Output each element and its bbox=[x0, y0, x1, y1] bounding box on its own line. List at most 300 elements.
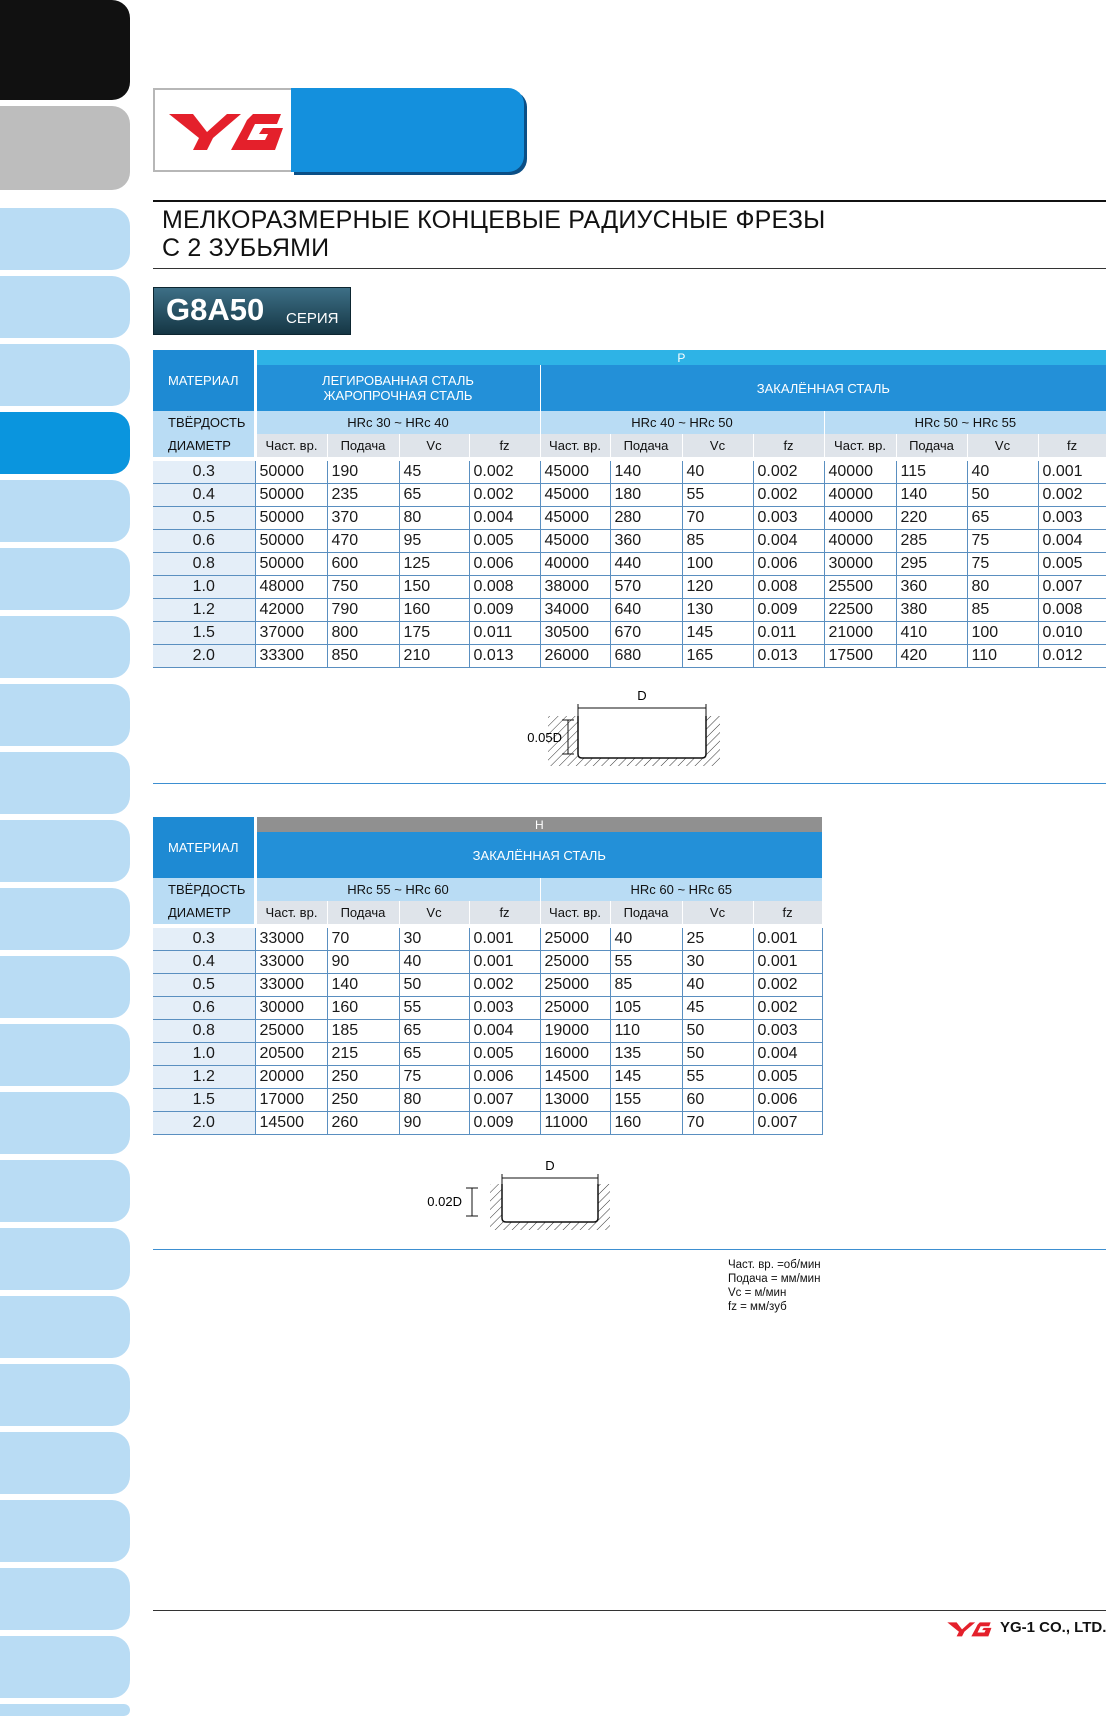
value-cell: 48000 bbox=[255, 576, 327, 599]
value-cell: 0.003 bbox=[1038, 507, 1106, 530]
value-cell: 14500 bbox=[255, 1112, 327, 1135]
side-tab bbox=[0, 208, 130, 270]
value-cell: 50000 bbox=[255, 484, 327, 507]
value-cell: 55 bbox=[610, 951, 682, 974]
value-cell: 65 bbox=[399, 1043, 469, 1066]
value-cell: 25000 bbox=[540, 997, 610, 1020]
value-cell: 285 bbox=[896, 530, 967, 553]
value-cell: 600 bbox=[327, 553, 399, 576]
value-cell: 215 bbox=[327, 1043, 399, 1066]
value-cell: 22500 bbox=[824, 599, 896, 622]
value-cell: 0.007 bbox=[1038, 576, 1106, 599]
value-cell: 20500 bbox=[255, 1043, 327, 1066]
value-cell: 16000 bbox=[540, 1043, 610, 1066]
groove-diagram-p bbox=[520, 686, 720, 766]
table-row bbox=[153, 1066, 822, 1089]
column-header-rpm: Част. вр. bbox=[824, 434, 896, 457]
side-tab bbox=[0, 820, 130, 882]
diameter-cell: 0.4 bbox=[153, 484, 255, 507]
value-cell: 90 bbox=[327, 951, 399, 974]
material-group-hardened: ЗАКАЛЁННАЯ СТАЛЬ bbox=[255, 832, 822, 878]
value-cell: 0.008 bbox=[469, 576, 540, 599]
value-cell: 190 bbox=[327, 461, 399, 484]
value-cell: 95 bbox=[399, 530, 469, 553]
value-cell: 0.004 bbox=[753, 1043, 822, 1066]
table-row bbox=[153, 530, 1106, 553]
side-tab bbox=[0, 548, 130, 610]
value-cell: 50000 bbox=[255, 461, 327, 484]
value-cell: 440 bbox=[610, 553, 682, 576]
value-cell: 295 bbox=[896, 553, 967, 576]
value-cell: 70 bbox=[682, 507, 753, 530]
hardness-range: HRc 60 ~ HRc 65 bbox=[540, 878, 822, 901]
value-cell: 50000 bbox=[255, 507, 327, 530]
side-tab bbox=[0, 1432, 130, 1494]
value-cell: 250 bbox=[327, 1089, 399, 1112]
value-cell: 670 bbox=[610, 622, 682, 645]
diagram-depth-label: 0.02D bbox=[427, 1194, 462, 1209]
value-cell: 420 bbox=[896, 645, 967, 668]
series-code: G8A50 bbox=[166, 292, 265, 327]
value-cell: 25500 bbox=[824, 576, 896, 599]
table-row bbox=[153, 553, 1106, 576]
diameter-cell: 1.5 bbox=[153, 1089, 255, 1112]
logo-box bbox=[153, 88, 293, 172]
column-header-fz: fz bbox=[469, 434, 540, 457]
value-cell: 850 bbox=[327, 645, 399, 668]
column-header-feed: Подача bbox=[610, 901, 682, 924]
column-header-fz: fz bbox=[753, 434, 824, 457]
value-cell: 65 bbox=[399, 484, 469, 507]
value-cell: 17000 bbox=[255, 1089, 327, 1112]
value-cell: 85 bbox=[610, 974, 682, 997]
side-tab bbox=[0, 344, 130, 406]
value-cell: 30500 bbox=[540, 622, 610, 645]
value-cell: 40000 bbox=[824, 507, 896, 530]
table-row bbox=[153, 951, 822, 974]
value-cell: 45 bbox=[399, 461, 469, 484]
footer-rule bbox=[153, 1610, 1106, 1611]
value-cell: 0.001 bbox=[469, 951, 540, 974]
table-p-body bbox=[153, 461, 1106, 668]
material-code-h: H bbox=[255, 817, 822, 832]
value-cell: 33000 bbox=[255, 951, 327, 974]
value-cell: 160 bbox=[399, 599, 469, 622]
value-cell: 45000 bbox=[540, 530, 610, 553]
diameter-cell: 1.2 bbox=[153, 599, 255, 622]
value-cell: 0.006 bbox=[469, 1066, 540, 1089]
value-cell: 0.005 bbox=[469, 1043, 540, 1066]
value-cell: 360 bbox=[896, 576, 967, 599]
table-row bbox=[153, 622, 1106, 645]
diameter-cell: 1.5 bbox=[153, 622, 255, 645]
value-cell: 0.011 bbox=[753, 622, 824, 645]
table-row bbox=[153, 461, 1106, 484]
value-cell: 410 bbox=[896, 622, 967, 645]
value-cell: 125 bbox=[399, 553, 469, 576]
value-cell: 75 bbox=[399, 1066, 469, 1089]
value-cell: 25000 bbox=[255, 1020, 327, 1043]
table-row bbox=[153, 484, 1106, 507]
column-header-vc: Vc bbox=[399, 434, 469, 457]
value-cell: 0.005 bbox=[1038, 553, 1106, 576]
value-cell: 40 bbox=[610, 928, 682, 951]
value-cell: 140 bbox=[610, 461, 682, 484]
section-divider bbox=[153, 783, 1106, 784]
hardness-label: ТВЁРДОСТЬ bbox=[153, 878, 255, 901]
value-cell: 0.006 bbox=[753, 553, 824, 576]
value-cell: 40 bbox=[399, 951, 469, 974]
value-cell: 160 bbox=[327, 997, 399, 1020]
value-cell: 33000 bbox=[255, 974, 327, 997]
value-cell: 145 bbox=[610, 1066, 682, 1089]
value-cell: 0.005 bbox=[469, 530, 540, 553]
value-cell: 14500 bbox=[540, 1066, 610, 1089]
value-cell: 0.002 bbox=[753, 997, 822, 1020]
side-tab bbox=[0, 1704, 130, 1716]
value-cell: 37000 bbox=[255, 622, 327, 645]
table-row bbox=[153, 507, 1106, 530]
value-cell: 0.004 bbox=[469, 507, 540, 530]
value-cell: 25 bbox=[682, 928, 753, 951]
value-cell: 0.001 bbox=[469, 928, 540, 951]
value-cell: 17500 bbox=[824, 645, 896, 668]
table-row bbox=[153, 576, 1106, 599]
value-cell: 45000 bbox=[540, 461, 610, 484]
value-cell: 470 bbox=[327, 530, 399, 553]
diameter-cell: 2.0 bbox=[153, 645, 255, 668]
diagram-width-label: D bbox=[545, 1160, 555, 1173]
footer-yg-logo bbox=[945, 1619, 993, 1639]
value-cell: 0.005 bbox=[753, 1066, 822, 1089]
value-cell: 25000 bbox=[540, 928, 610, 951]
diameter-cell: 0.3 bbox=[153, 928, 255, 951]
value-cell: 75 bbox=[967, 530, 1038, 553]
diameter-cell: 1.0 bbox=[153, 1043, 255, 1066]
value-cell: 280 bbox=[610, 507, 682, 530]
side-tab bbox=[0, 684, 130, 746]
table-row bbox=[153, 928, 822, 951]
diameter-label: ДИАМЕТР bbox=[153, 901, 255, 924]
value-cell: 45000 bbox=[540, 507, 610, 530]
table-h-body bbox=[153, 928, 822, 1135]
side-tab-active bbox=[0, 412, 130, 474]
column-header-rpm: Част. вр. bbox=[255, 901, 327, 924]
table-row bbox=[153, 974, 822, 997]
hardness-label: ТВЁРДОСТЬ bbox=[153, 411, 255, 434]
value-cell: 50 bbox=[682, 1020, 753, 1043]
value-cell: 0.013 bbox=[469, 645, 540, 668]
diagram-width-label: D bbox=[637, 688, 647, 703]
value-cell: 640 bbox=[610, 599, 682, 622]
value-cell: 0.002 bbox=[753, 461, 824, 484]
value-cell: 75 bbox=[967, 553, 1038, 576]
value-cell: 140 bbox=[896, 484, 967, 507]
value-cell: 25000 bbox=[540, 974, 610, 997]
table-row bbox=[153, 599, 1106, 622]
value-cell: 0.009 bbox=[753, 599, 824, 622]
value-cell: 0.008 bbox=[753, 576, 824, 599]
side-tab bbox=[0, 616, 130, 678]
value-cell: 100 bbox=[967, 622, 1038, 645]
value-cell: 30 bbox=[682, 951, 753, 974]
side-tab bbox=[0, 1024, 130, 1086]
value-cell: 140 bbox=[327, 974, 399, 997]
diameter-cell: 0.8 bbox=[153, 553, 255, 576]
table-row bbox=[153, 1112, 822, 1135]
title-top-rule bbox=[153, 200, 1106, 202]
series-word: СЕРИЯ bbox=[286, 310, 339, 327]
value-cell: 42000 bbox=[255, 599, 327, 622]
yg-logo bbox=[163, 106, 287, 156]
value-cell: 40 bbox=[682, 974, 753, 997]
diameter-cell: 2.0 bbox=[153, 1112, 255, 1135]
group-line-2: ЖАРОПРОЧНАЯ СТАЛЬ bbox=[323, 388, 473, 403]
side-tab bbox=[0, 1160, 130, 1222]
diameter-cell: 0.6 bbox=[153, 997, 255, 1020]
value-cell: 360 bbox=[610, 530, 682, 553]
page-title bbox=[162, 206, 825, 262]
value-cell: 80 bbox=[399, 507, 469, 530]
value-cell: 0.006 bbox=[753, 1089, 822, 1112]
value-cell: 38000 bbox=[540, 576, 610, 599]
material-code-p: P bbox=[255, 350, 1106, 365]
side-tab bbox=[0, 1636, 130, 1698]
title-line-2: С 2 ЗУБЬЯМИ bbox=[162, 234, 330, 262]
value-cell: 0.007 bbox=[753, 1112, 822, 1135]
side-tab bbox=[0, 956, 130, 1018]
group-line-1: ЛЕГИРОВАННАЯ СТАЛЬ bbox=[322, 373, 474, 388]
side-tab bbox=[0, 106, 130, 190]
column-header-feed: Подача bbox=[610, 434, 682, 457]
groove-outline bbox=[502, 1184, 598, 1222]
value-cell: 11000 bbox=[540, 1112, 610, 1135]
value-cell: 155 bbox=[610, 1089, 682, 1112]
value-cell: 210 bbox=[399, 645, 469, 668]
value-cell: 40000 bbox=[824, 461, 896, 484]
value-cell: 800 bbox=[327, 622, 399, 645]
value-cell: 750 bbox=[327, 576, 399, 599]
hardness-range: HRc 50 ~ HRc 55 bbox=[824, 411, 1106, 434]
value-cell: 30 bbox=[399, 928, 469, 951]
side-tab bbox=[0, 1568, 130, 1630]
column-header-feed: Подача bbox=[327, 434, 399, 457]
value-cell: 33300 bbox=[255, 645, 327, 668]
value-cell: 0.004 bbox=[753, 530, 824, 553]
value-cell: 40000 bbox=[824, 530, 896, 553]
value-cell: 33000 bbox=[255, 928, 327, 951]
side-tab bbox=[0, 0, 130, 100]
value-cell: 160 bbox=[610, 1112, 682, 1135]
value-cell: 80 bbox=[399, 1089, 469, 1112]
value-cell: 50 bbox=[682, 1043, 753, 1066]
value-cell: 65 bbox=[399, 1020, 469, 1043]
value-cell: 85 bbox=[967, 599, 1038, 622]
unit-line: Подача = мм/мин bbox=[728, 1273, 821, 1285]
value-cell: 20000 bbox=[255, 1066, 327, 1089]
groove-diagram-h bbox=[412, 1160, 622, 1240]
column-header-rpm: Част. вр. bbox=[540, 901, 610, 924]
column-header-vc: Vc bbox=[967, 434, 1038, 457]
series-badge bbox=[153, 287, 351, 335]
value-cell: 0.004 bbox=[1038, 530, 1106, 553]
value-cell: 0.009 bbox=[469, 599, 540, 622]
value-cell: 135 bbox=[610, 1043, 682, 1066]
value-cell: 380 bbox=[896, 599, 967, 622]
column-header-fz: fz bbox=[469, 901, 540, 924]
unit-line: Vc = м/мин bbox=[728, 1287, 787, 1299]
diameter-cell: 1.0 bbox=[153, 576, 255, 599]
value-cell: 45 bbox=[682, 997, 753, 1020]
value-cell: 110 bbox=[967, 645, 1038, 668]
side-tab bbox=[0, 1092, 130, 1154]
side-tab bbox=[0, 1296, 130, 1358]
hardness-range: HRc 55 ~ HRc 60 bbox=[255, 878, 540, 901]
value-cell: 0.002 bbox=[469, 461, 540, 484]
value-cell: 25000 bbox=[540, 951, 610, 974]
title-bottom-rule bbox=[153, 268, 1106, 269]
value-cell: 50000 bbox=[255, 553, 327, 576]
value-cell: 85 bbox=[682, 530, 753, 553]
value-cell: 0.002 bbox=[753, 484, 824, 507]
value-cell: 0.010 bbox=[1038, 622, 1106, 645]
column-header-vc: Vc bbox=[682, 434, 753, 457]
value-cell: 235 bbox=[327, 484, 399, 507]
value-cell: 0.003 bbox=[753, 507, 824, 530]
column-header-vc: Vc bbox=[399, 901, 469, 924]
value-cell: 45000 bbox=[540, 484, 610, 507]
table-row bbox=[153, 1089, 822, 1112]
value-cell: 250 bbox=[327, 1066, 399, 1089]
groove-outline bbox=[578, 716, 706, 758]
column-header-feed: Подача bbox=[327, 901, 399, 924]
value-cell: 80 bbox=[967, 576, 1038, 599]
value-cell: 790 bbox=[327, 599, 399, 622]
material-label: МАТЕРИАЛ bbox=[153, 817, 255, 878]
hardness-range: HRc 40 ~ HRc 50 bbox=[540, 411, 824, 434]
diameter-cell: 1.2 bbox=[153, 1066, 255, 1089]
value-cell: 90 bbox=[399, 1112, 469, 1135]
cutting-table-h bbox=[153, 817, 823, 1135]
value-cell: 70 bbox=[682, 1112, 753, 1135]
value-cell: 0.012 bbox=[1038, 645, 1106, 668]
value-cell: 13000 bbox=[540, 1089, 610, 1112]
column-header-fz: fz bbox=[753, 901, 822, 924]
value-cell: 0.002 bbox=[753, 974, 822, 997]
footer-company: YG-1 CO., LTD. bbox=[1000, 1619, 1106, 1636]
value-cell: 180 bbox=[610, 484, 682, 507]
table-row bbox=[153, 997, 822, 1020]
value-cell: 165 bbox=[682, 645, 753, 668]
value-cell: 50000 bbox=[255, 530, 327, 553]
value-cell: 21000 bbox=[824, 622, 896, 645]
value-cell: 26000 bbox=[540, 645, 610, 668]
value-cell: 0.013 bbox=[753, 645, 824, 668]
value-cell: 185 bbox=[327, 1020, 399, 1043]
value-cell: 0.001 bbox=[1038, 461, 1106, 484]
value-cell: 0.011 bbox=[469, 622, 540, 645]
column-header-vc: Vc bbox=[682, 901, 753, 924]
value-cell: 130 bbox=[682, 599, 753, 622]
value-cell: 34000 bbox=[540, 599, 610, 622]
side-tab bbox=[0, 752, 130, 814]
value-cell: 30000 bbox=[255, 997, 327, 1020]
side-tab bbox=[0, 480, 130, 542]
column-header-fz: fz bbox=[1038, 434, 1106, 457]
material-group-alloy bbox=[255, 365, 540, 411]
column-header-feed: Подача bbox=[896, 434, 967, 457]
value-cell: 70 bbox=[327, 928, 399, 951]
side-tab bbox=[0, 276, 130, 338]
value-cell: 0.003 bbox=[469, 997, 540, 1020]
table-row bbox=[153, 645, 1106, 668]
side-tab bbox=[0, 1500, 130, 1562]
value-cell: 0.007 bbox=[469, 1089, 540, 1112]
header-blue-banner bbox=[291, 88, 524, 172]
value-cell: 145 bbox=[682, 622, 753, 645]
value-cell: 0.004 bbox=[469, 1020, 540, 1043]
cutting-table-p bbox=[153, 350, 1106, 668]
value-cell: 370 bbox=[327, 507, 399, 530]
diameter-cell: 0.3 bbox=[153, 461, 255, 484]
unit-line: fz = мм/зуб bbox=[728, 1301, 787, 1313]
value-cell: 65 bbox=[967, 507, 1038, 530]
diameter-cell: 0.5 bbox=[153, 507, 255, 530]
diameter-cell: 0.4 bbox=[153, 951, 255, 974]
header-logo-block bbox=[153, 88, 524, 176]
side-tab bbox=[0, 1364, 130, 1426]
value-cell: 100 bbox=[682, 553, 753, 576]
value-cell: 40000 bbox=[540, 553, 610, 576]
value-cell: 50 bbox=[399, 974, 469, 997]
material-label: МАТЕРИАЛ bbox=[153, 350, 255, 411]
value-cell: 0.002 bbox=[1038, 484, 1106, 507]
material-group-hardened: ЗАКАЛЁННАЯ СТАЛЬ bbox=[540, 365, 1106, 411]
value-cell: 0.002 bbox=[469, 974, 540, 997]
value-cell: 40 bbox=[967, 461, 1038, 484]
unit-line: Част. вр. =об/мин bbox=[728, 1259, 821, 1271]
value-cell: 220 bbox=[896, 507, 967, 530]
diagram-depth-label: 0.05D bbox=[527, 730, 562, 745]
units-legend bbox=[728, 1258, 821, 1314]
value-cell: 260 bbox=[327, 1112, 399, 1135]
side-tab bbox=[0, 1228, 130, 1290]
side-tab-column bbox=[0, 0, 130, 1716]
hardness-range: HRc 30 ~ HRc 40 bbox=[255, 411, 540, 434]
value-cell: 0.001 bbox=[753, 951, 822, 974]
column-header-rpm: Част. вр. bbox=[255, 434, 327, 457]
value-cell: 120 bbox=[682, 576, 753, 599]
value-cell: 19000 bbox=[540, 1020, 610, 1043]
value-cell: 55 bbox=[682, 1066, 753, 1089]
value-cell: 30000 bbox=[824, 553, 896, 576]
value-cell: 0.001 bbox=[753, 928, 822, 951]
title-line-1: МЕЛКОРАЗМЕРНЫЕ КОНЦЕВЫЕ РАДИУСНЫЕ ФРЕЗЫ bbox=[162, 206, 826, 234]
value-cell: 150 bbox=[399, 576, 469, 599]
value-cell: 570 bbox=[610, 576, 682, 599]
value-cell: 0.006 bbox=[469, 553, 540, 576]
column-header-rpm: Част. вр. bbox=[540, 434, 610, 457]
value-cell: 110 bbox=[610, 1020, 682, 1043]
hatched-material bbox=[490, 1184, 610, 1230]
value-cell: 0.003 bbox=[753, 1020, 822, 1043]
value-cell: 115 bbox=[896, 461, 967, 484]
diameter-cell: 0.6 bbox=[153, 530, 255, 553]
value-cell: 0.008 bbox=[1038, 599, 1106, 622]
value-cell: 0.009 bbox=[469, 1112, 540, 1135]
value-cell: 105 bbox=[610, 997, 682, 1020]
value-cell: 40 bbox=[682, 461, 753, 484]
